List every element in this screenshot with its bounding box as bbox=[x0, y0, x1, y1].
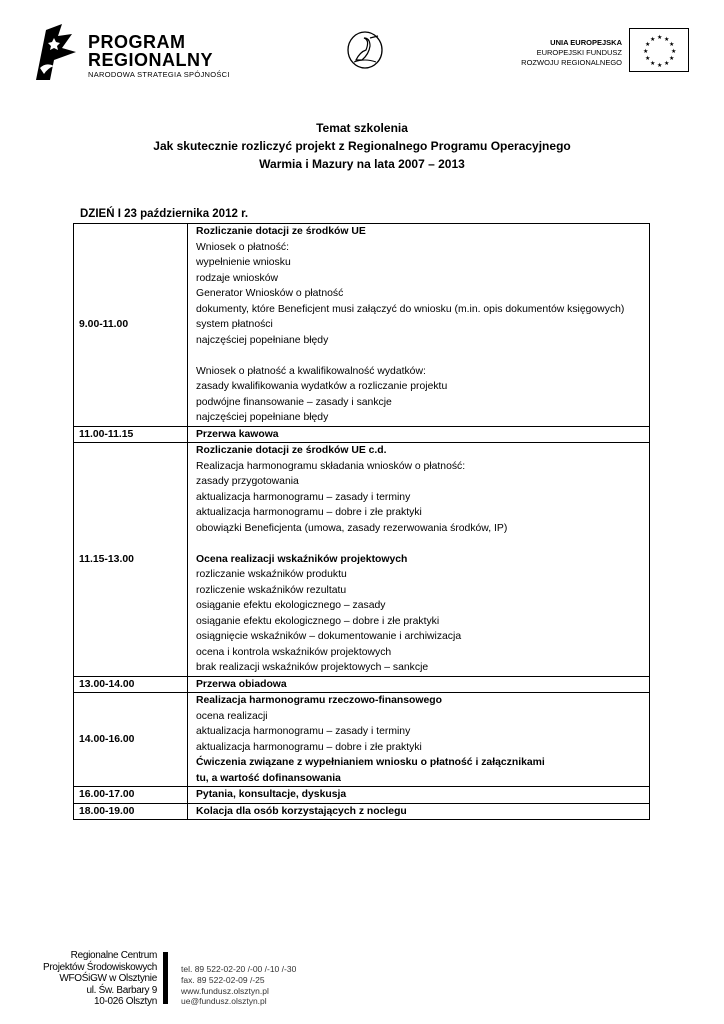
schedule-topic-item: rozliczanie wskaźników produktu bbox=[196, 569, 347, 580]
schedule-topic-item: rozliczenie wskaźników rezultatu bbox=[196, 584, 347, 596]
schedule-time: 18.00-19.00 bbox=[74, 803, 188, 820]
schedule-topic-item: Generator Wniosków o płatność bbox=[196, 288, 344, 299]
schedule-body bbox=[74, 224, 650, 820]
schedule-time: 16.00-17.00 bbox=[74, 787, 188, 804]
schedule-topic-item bbox=[196, 348, 643, 364]
schedule-topic-item: obowiązki Beneficjenta (umowa, zasady rezerwowania środków, IP) bbox=[196, 522, 508, 534]
schedule-topic-heading: Ocena realizacji wskaźników projektowych bbox=[196, 553, 408, 565]
svg-text:★: ★ bbox=[645, 41, 651, 48]
program-subtitle: NARODOWA STRATEGIA SPÓJNOŚCI bbox=[88, 70, 230, 79]
schedule-topic-item: aktualizacja harmonogramu – dobre i złe praktyki bbox=[196, 507, 422, 518]
svg-text:★: ★ bbox=[671, 48, 677, 55]
schedule-table bbox=[73, 223, 650, 820]
schedule-time: 14.00-16.00 bbox=[74, 693, 188, 787]
svg-text:★: ★ bbox=[650, 60, 656, 67]
page-footer bbox=[0, 950, 724, 1024]
schedule-time: 13.00-14.00 bbox=[74, 676, 188, 693]
schedule-topic-heading: tu, a wartość dofinansowania bbox=[196, 772, 341, 784]
svg-text:★: ★ bbox=[643, 48, 649, 55]
program-title-line2: REGIONALNY bbox=[88, 50, 214, 70]
footer-org-line: Projektów Środowiskowych bbox=[43, 961, 157, 973]
schedule-row bbox=[74, 676, 650, 693]
stork-emblem-icon bbox=[346, 30, 384, 70]
schedule-time: 11.15-13.00 bbox=[74, 443, 188, 677]
schedule-topic-heading: Rozliczanie dotacji ze środków UE c.d. bbox=[196, 445, 387, 456]
title-line2: Jak skutecznie rozliczyć projekt z Regionalnego Programu Operacyjnego bbox=[153, 139, 571, 153]
svg-text:★: ★ bbox=[669, 41, 675, 48]
schedule-topic-item: Wniosek o płatność: bbox=[196, 241, 289, 253]
footer-org-line: 10-026 Olsztyn bbox=[93, 996, 157, 1007]
eu-flag-icon bbox=[630, 29, 688, 71]
page-header bbox=[0, 0, 724, 90]
footer-website: www.fundusz.olsztyn.pl bbox=[181, 985, 269, 996]
eu-line1: UNIA EUROPEJSKA bbox=[550, 38, 622, 47]
schedule-row bbox=[74, 803, 650, 820]
schedule-row bbox=[74, 787, 650, 804]
schedule-time: 9.00-11.00 bbox=[74, 224, 188, 427]
schedule-description bbox=[188, 787, 650, 804]
schedule-row bbox=[74, 224, 650, 427]
schedule-topic-item: osiąganie efektu ekologicznego – zasady bbox=[196, 600, 386, 611]
eu-flag bbox=[629, 28, 689, 72]
schedule-topic-heading: Rozliczanie dotacji ze środków UE bbox=[196, 226, 366, 237]
schedule-row bbox=[74, 693, 650, 787]
svg-text:★: ★ bbox=[650, 36, 656, 43]
schedule-description bbox=[188, 803, 650, 820]
schedule-topic-item: aktualizacja harmonogramu – dobre i złe praktyki bbox=[196, 741, 422, 753]
eu-fund-label bbox=[490, 38, 622, 68]
schedule-topic-item: Wniosek o płatność a kwalifikowalność wydatków: bbox=[196, 365, 426, 377]
title-line1: Temat szkolenia bbox=[316, 121, 408, 135]
svg-text:★: ★ bbox=[664, 60, 670, 67]
schedule-topic-heading: Realizacja harmonogramu rzeczowo-finansowego bbox=[196, 695, 442, 706]
schedule-time: 11.00-11.15 bbox=[74, 426, 188, 443]
schedule-topic-item: ocena realizacji bbox=[196, 710, 268, 722]
schedule-topic-item: rodzaje wniosków bbox=[196, 272, 279, 284]
day-heading: DZIEŃ I 23 października 2012 r. bbox=[80, 208, 249, 220]
schedule-topic-item: osiągnięcie wskaźników – dokumentowanie i archiwizacja bbox=[196, 631, 462, 642]
svg-text:★: ★ bbox=[657, 62, 663, 69]
footer-email: ue@fundusz.olsztyn.pl bbox=[181, 996, 267, 1007]
schedule-topic-item: Realizacja harmonogramu składania wniosków o płatność: bbox=[196, 460, 466, 472]
schedule-description bbox=[188, 676, 650, 693]
eu-line3: ROZWOJU REGIONALNEGO bbox=[521, 58, 622, 67]
program-title-line1: PROGRAM bbox=[88, 32, 186, 52]
schedule-topic-item: najczęściej popełniane błędy bbox=[196, 412, 329, 423]
program-regionalny-logo bbox=[32, 22, 232, 82]
schedule-description bbox=[188, 224, 650, 427]
svg-text:★: ★ bbox=[657, 34, 663, 41]
schedule-topic-heading: Kolacja dla osób korzystających z noclegu bbox=[196, 805, 407, 817]
schedule-topic-heading: Ćwiczenia związane z wypełnianiem wniosku o płatność i załącznikami bbox=[196, 757, 545, 768]
schedule-topic-item: ocena i kontrola wskaźników projektowych bbox=[196, 646, 392, 658]
svg-text:★: ★ bbox=[664, 36, 670, 43]
footer-org-line: WFOŚiGW w Olsztynie bbox=[59, 973, 157, 984]
schedule-topic-heading: Przerwa kawowa bbox=[196, 428, 279, 440]
schedule-topic-item: najczęściej popełniane błędy bbox=[196, 334, 329, 346]
footer-divider bbox=[163, 952, 168, 1004]
schedule-row bbox=[74, 443, 650, 677]
footer-org-line: ul. Św. Barbary 9 bbox=[86, 984, 157, 996]
schedule-row bbox=[74, 426, 650, 443]
eu-line2: EUROPEJSKI FUNDUSZ bbox=[536, 48, 622, 57]
schedule-topic-heading: Pytania, konsultacje, dyskusja bbox=[196, 789, 347, 800]
schedule-topic-item: aktualizacja harmonogramu – zasady i terminy bbox=[196, 491, 411, 503]
schedule-description bbox=[188, 443, 650, 677]
schedule-topic-item: wypełnienie wniosku bbox=[196, 257, 291, 268]
footer-phone: tel. 89 522-02-20 /-00 /-10 /-30 bbox=[181, 964, 297, 974]
program-regionalny-logo-icon bbox=[32, 22, 82, 82]
title-line3: Warmia i Mazury na lata 2007 – 2013 bbox=[259, 157, 465, 171]
training-title bbox=[0, 119, 724, 173]
schedule-topic-item bbox=[196, 536, 643, 552]
schedule-topic-item: zasady kwalifikowania wydatków a rozliczanie projektu bbox=[196, 381, 448, 392]
schedule-topic-item: dokumenty, które Beneficjent musi załączyć do wniosku (m.in. opis dokumentów księgowych) bbox=[196, 303, 625, 315]
schedule-description bbox=[188, 426, 650, 443]
footer-org-line: Regionalne Centrum bbox=[70, 950, 157, 961]
schedule-topic-item: zasady przygotowania bbox=[196, 476, 299, 487]
schedule-topic-item: podwójne finansowanie – zasady i sankcje bbox=[196, 396, 392, 408]
schedule-topic-item: system płatności bbox=[196, 319, 273, 330]
schedule-topic-item: aktualizacja harmonogramu – zasady i terminy bbox=[196, 726, 411, 737]
footer-contact bbox=[181, 964, 296, 1007]
footer-fax: fax. 89 522-02-09 /-25 bbox=[181, 974, 265, 985]
schedule-topic-item: brak realizacji wskaźników projektowych – sankcje bbox=[196, 662, 429, 673]
svg-text:★: ★ bbox=[645, 55, 651, 62]
schedule-topic-item: osiąganie efektu ekologicznego – dobre i złe praktyki bbox=[196, 615, 440, 627]
svg-text:★: ★ bbox=[669, 55, 675, 62]
schedule-topic-heading: Przerwa obiadowa bbox=[196, 678, 287, 690]
schedule-description bbox=[188, 693, 650, 787]
stork-emblem bbox=[346, 30, 384, 75]
footer-organization bbox=[0, 950, 157, 1008]
